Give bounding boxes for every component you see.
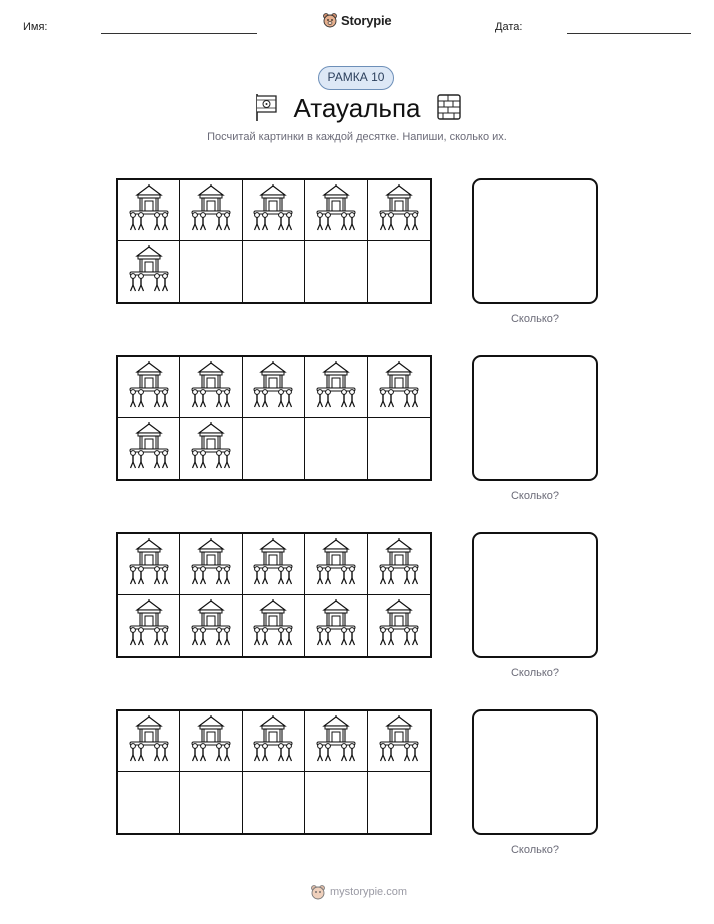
frame-cell <box>305 772 367 833</box>
frame-cell <box>180 180 242 241</box>
litter-bearers-icon <box>126 598 172 653</box>
ten-frame-1 <box>116 178 432 304</box>
litter-bearers-icon <box>188 421 234 476</box>
litter-bearers-icon <box>250 360 296 415</box>
litter-bearers-icon <box>376 598 422 653</box>
litter-bearers-icon <box>126 244 172 299</box>
litter-bearers-icon <box>126 183 172 238</box>
litter-bearers-icon <box>188 360 234 415</box>
ten-frame-2 <box>116 355 432 481</box>
frame-cell <box>243 772 305 833</box>
litter-bearers-icon <box>313 714 359 769</box>
frame-cell <box>305 241 367 302</box>
frame-cell <box>243 241 305 302</box>
question-label-2: Сколько? <box>510 490 560 502</box>
frame-cell <box>243 595 305 656</box>
frame-cell <box>368 711 430 772</box>
frame-cell <box>305 418 367 479</box>
frame-cell <box>180 241 242 302</box>
frame-cell <box>180 534 242 595</box>
frame-cell <box>368 241 430 302</box>
litter-bearers-icon <box>313 537 359 592</box>
frame-cell <box>243 534 305 595</box>
litter-bearers-icon <box>250 714 296 769</box>
frame-cell <box>368 180 430 241</box>
answer-box-1[interactable] <box>472 178 598 304</box>
frame-cell <box>368 534 430 595</box>
answer-box-4[interactable] <box>472 709 598 835</box>
date-line[interactable] <box>567 33 691 34</box>
brand-name: Storypie <box>341 12 392 28</box>
brand-logo <box>322 12 391 28</box>
name-label: Имя: <box>23 21 48 33</box>
answer-box-3[interactable] <box>472 532 598 658</box>
frame-cell <box>368 418 430 479</box>
date-label: Дата: <box>495 21 523 33</box>
bear-face-icon <box>322 12 338 28</box>
answer-box-2[interactable] <box>472 355 598 481</box>
frame-badge: РАМКА 10 <box>318 66 394 90</box>
bear-face-icon <box>310 884 326 900</box>
ten-frame-4 <box>116 709 432 835</box>
litter-bearers-icon <box>126 421 172 476</box>
frame-cell <box>305 357 367 418</box>
page-title: Атауальпа <box>293 93 421 123</box>
frame-cell <box>368 772 430 833</box>
litter-bearers-icon <box>313 360 359 415</box>
footer <box>310 884 407 900</box>
litter-bearers-icon <box>188 598 234 653</box>
litter-bearers-icon <box>250 598 296 653</box>
title-row <box>0 90 714 126</box>
litter-bearers-icon <box>126 360 172 415</box>
litter-bearers-icon <box>313 183 359 238</box>
frame-cell <box>368 595 430 656</box>
frame-cell <box>180 418 242 479</box>
frame-cell <box>305 595 367 656</box>
frame-cell <box>118 241 180 302</box>
footer-url: mystorypie.com <box>330 886 408 898</box>
litter-bearers-icon <box>313 598 359 653</box>
frame-cell <box>118 595 180 656</box>
frame-cell <box>118 418 180 479</box>
litter-bearers-icon <box>250 537 296 592</box>
instruction-text: Посчитай картинки в каждой десятке. Напиши, сколько их. <box>207 131 507 143</box>
litter-bearers-icon <box>188 537 234 592</box>
stone-wall-icon <box>436 92 462 122</box>
frame-cell <box>305 711 367 772</box>
litter-bearers-icon <box>250 183 296 238</box>
litter-bearers-icon <box>376 537 422 592</box>
frame-cell <box>243 711 305 772</box>
frame-cell <box>180 772 242 833</box>
frame-cell <box>118 180 180 241</box>
frame-cell <box>305 534 367 595</box>
frame-cell <box>180 711 242 772</box>
litter-bearers-icon <box>376 360 422 415</box>
frame-cell <box>368 357 430 418</box>
litter-bearers-icon <box>376 714 422 769</box>
frame-cell <box>118 534 180 595</box>
frame-cell <box>118 711 180 772</box>
ten-frame-3 <box>116 532 432 658</box>
litter-bearers-icon <box>126 714 172 769</box>
question-label-3: Сколько? <box>510 667 560 679</box>
name-line[interactable] <box>101 33 257 34</box>
litter-bearers-icon <box>188 183 234 238</box>
question-label-1: Сколько? <box>510 313 560 325</box>
question-label-4: Сколько? <box>510 844 560 856</box>
frame-cell <box>243 180 305 241</box>
frame-cell <box>118 357 180 418</box>
frame-cell <box>180 357 242 418</box>
litter-bearers-icon <box>126 537 172 592</box>
frame-cell <box>305 180 367 241</box>
frame-cell <box>118 772 180 833</box>
litter-bearers-icon <box>376 183 422 238</box>
frame-cell <box>180 595 242 656</box>
frame-cell <box>243 418 305 479</box>
litter-bearers-icon <box>188 714 234 769</box>
frame-cell <box>243 357 305 418</box>
